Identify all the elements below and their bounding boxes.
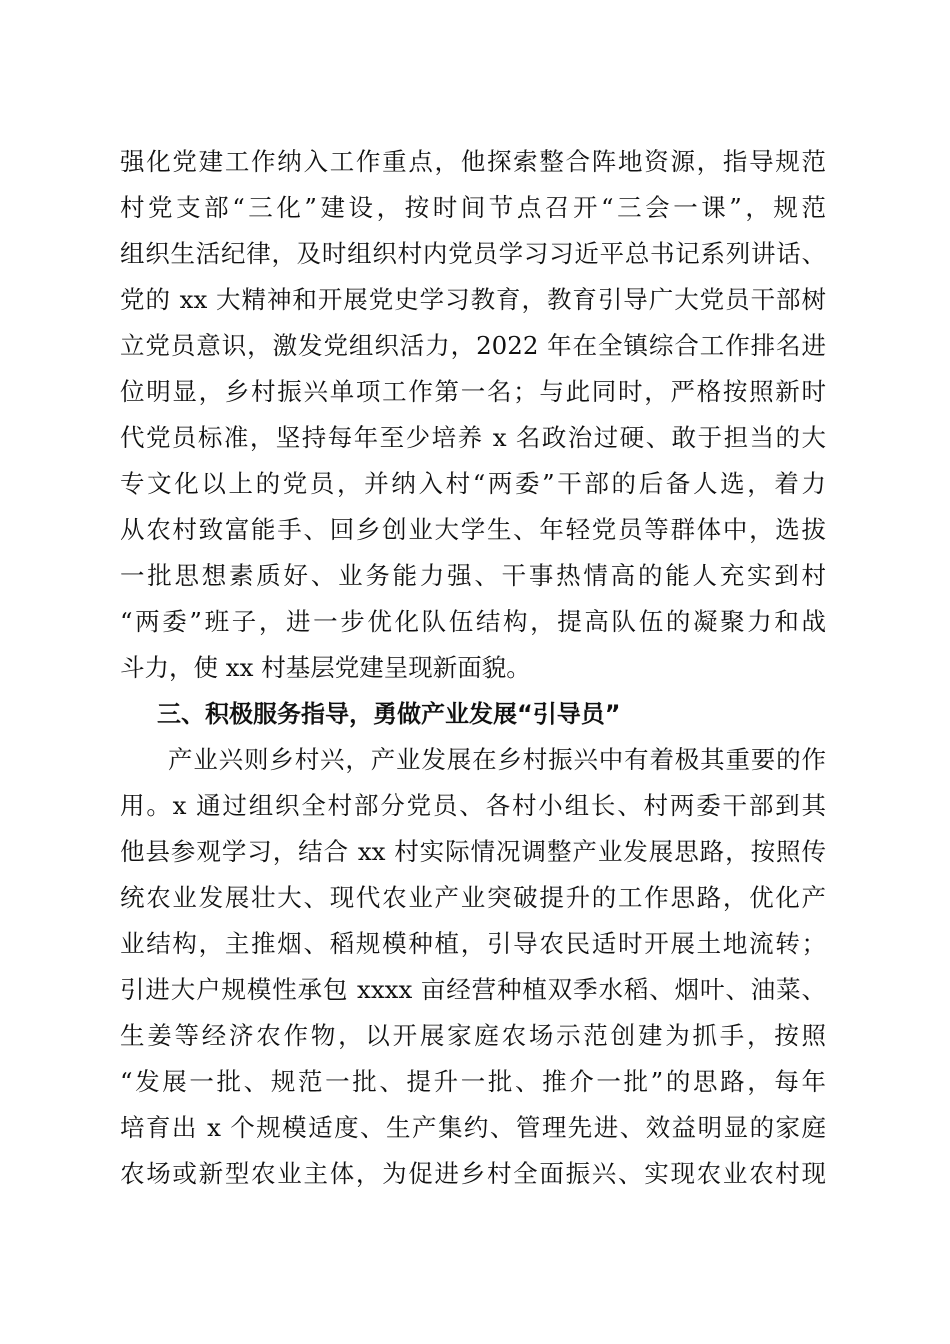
text-line: 立党员意识，激发党组织活力，2022 年在全镇综合工作排名进 — [120, 331, 826, 360]
text-line: 专文化以上的党员，并纳入村“两委”干部的后备人选，着力 — [120, 469, 826, 498]
text-line: 从农村致富能手、回乡创业大学生、年轻党员等群体中，选拔 — [120, 515, 826, 544]
text-line: 产业兴则乡村兴，产业发展在乡村振兴中有着极其重要的作 — [168, 745, 826, 774]
text-line: 他县参观学习，结合 xx 村实际情况调整产业发展思路，按照传 — [120, 837, 826, 866]
text-line: 党的 xx 大精神和开展党史学习教育，教育引导广大党员干部树 — [120, 285, 826, 314]
text-line: 培育出 x 个规模适度、生产集约、管理先进、效益明显的家庭 — [120, 1113, 826, 1142]
section-heading: 三、积极服务指导，勇做产业发展“引导员” — [157, 700, 621, 728]
text-line: 用。x 通过组织全村部分党员、各村小组长、村两委干部到其 — [120, 791, 826, 820]
text-line: 一批思想素质好、业务能力强、干事热情高的能人充实到村 — [120, 561, 826, 590]
text-line: 引进大户规模性承包 xxxx 亩经营种植双季水稻、烟叶、油菜、 — [120, 975, 826, 1004]
text-line: “两委”班子，进一步优化队伍结构，提高队伍的凝聚力和战 — [120, 607, 826, 636]
text-line: 村党支部“三化”建设，按时间节点召开“三会一课”，规范 — [120, 193, 826, 222]
text-line: 组织生活纪律，及时组织村内党员学习习近平总书记系列讲话、 — [120, 239, 826, 268]
text-line: 斗力，使 xx 村基层党建呈现新面貌。 — [120, 653, 531, 682]
text-line: 生姜等经济农作物，以开展家庭农场示范创建为抓手，按照 — [120, 1021, 826, 1050]
text-line: 统农业发展壮大、现代农业产业突破提升的工作思路，优化产 — [120, 883, 826, 912]
text-line: 代党员标准，坚持每年至少培养 x 名政治过硬、敢于担当的大 — [120, 423, 826, 452]
text-line: “发展一批、规范一批、提升一批、推介一批”的思路，每年 — [120, 1067, 826, 1096]
text-line: 位明显，乡村振兴单项工作第一名；与此同时，严格按照新时 — [120, 377, 826, 406]
text-line: 农场或新型农业主体，为促进乡村全面振兴、实现农业农村现 — [120, 1159, 826, 1188]
text-line: 业结构，主推烟、稻规模种植，引导农民适时开展土地流转； — [120, 929, 826, 958]
text-line: 强化党建工作纳入工作重点，他探索整合阵地资源，指导规范 — [120, 147, 826, 176]
